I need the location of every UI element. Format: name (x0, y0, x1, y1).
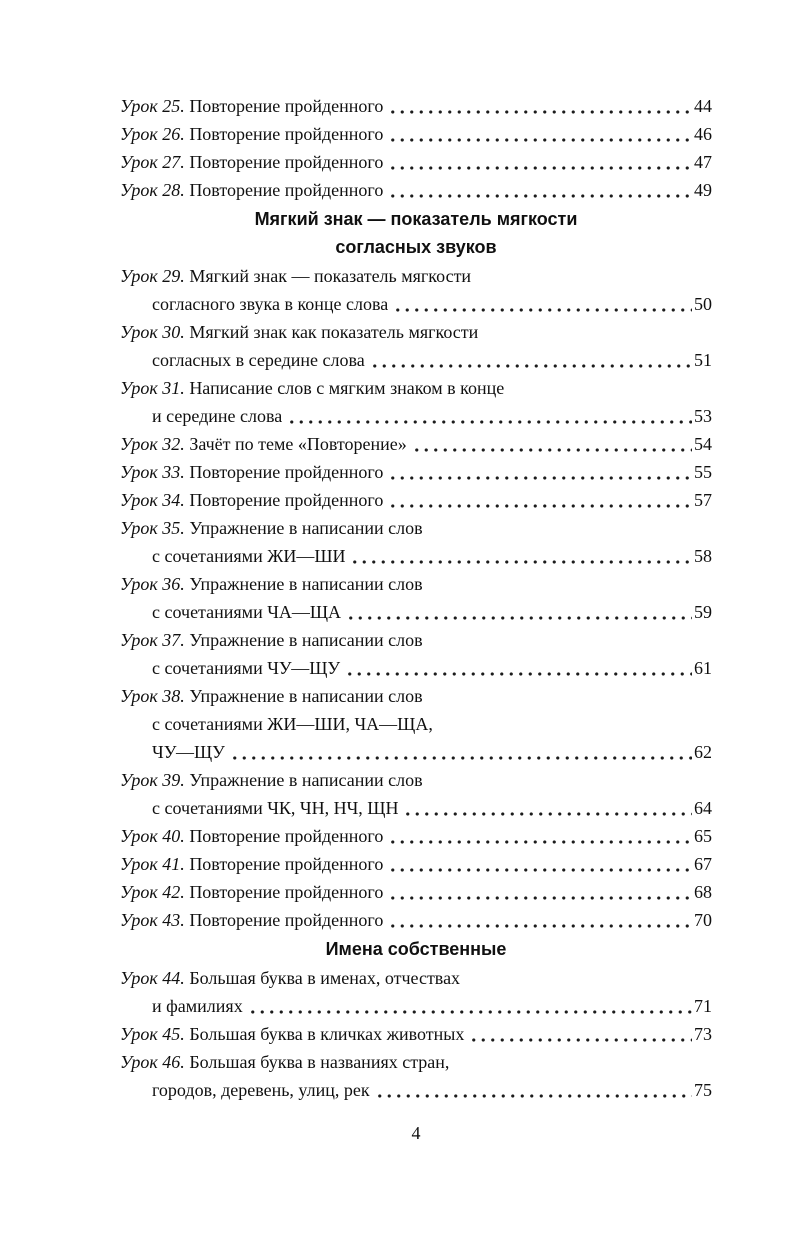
dot-leader (388, 839, 692, 845)
lesson-label: Урок 26. (120, 124, 190, 144)
entry-page-number: 64 (694, 798, 712, 818)
lesson-title: с сочетаниями ЧК, ЧН, НЧ, ЩН (152, 798, 399, 818)
entry-page-number: 62 (694, 742, 712, 762)
toc-entry (120, 486, 712, 514)
dot-leader (412, 447, 692, 453)
section-heading-line: согласных звуков (335, 237, 497, 257)
toc-entry (120, 626, 712, 682)
entry-page-number: 54 (694, 434, 712, 454)
lesson-label: Урок 39. (120, 770, 190, 790)
lesson-label: Урок 38. (120, 686, 190, 706)
section-heading-line: Мягкий знак — показатель мягкости (254, 209, 578, 229)
entry-page-number: 57 (694, 490, 712, 510)
toc-entry (120, 262, 712, 318)
toc-entry (120, 430, 712, 458)
toc-entry-line (120, 906, 712, 934)
toc-entry-line (120, 346, 712, 374)
entry-page-number: 68 (694, 882, 712, 902)
dot-leader (388, 475, 692, 481)
entry-page-number: 53 (694, 406, 712, 426)
toc-entry-line (120, 766, 712, 794)
toc-entry-line (120, 570, 712, 598)
dot-leader (393, 307, 692, 313)
toc-entry-line (120, 148, 712, 176)
dot-leader (388, 867, 692, 873)
toc-entry (120, 514, 712, 570)
entry-page-number: 67 (694, 854, 712, 874)
toc-entry (120, 766, 712, 822)
entry-page-number: 61 (694, 658, 712, 678)
toc-entry-line (120, 120, 712, 148)
entry-page-number: 73 (694, 1024, 712, 1044)
dot-leader (346, 615, 692, 621)
toc-entry-line (120, 1048, 712, 1076)
toc-entry-line (120, 682, 712, 710)
toc-entry-line (120, 1020, 712, 1048)
dot-leader (375, 1093, 692, 1099)
toc-entry (120, 1048, 712, 1104)
section-heading-line: Имена собственные (325, 939, 507, 959)
lesson-title: Большая буква в названиях стран, (189, 1052, 450, 1072)
dot-leader (469, 1037, 692, 1043)
section-heading (120, 205, 712, 261)
lesson-label: Урок 42. (120, 882, 190, 902)
section-heading (120, 935, 712, 963)
toc-entry-line (120, 598, 712, 626)
lesson-title: Повторение пройденного (189, 152, 384, 172)
toc-entry-line (120, 290, 712, 318)
toc-entry-line (120, 1076, 712, 1104)
toc-entry (120, 120, 712, 148)
lesson-title: Мягкий знак как показатель мягкости (189, 322, 479, 342)
toc-entry-line (120, 486, 712, 514)
lesson-title: Упражнение в написании слов (189, 630, 423, 650)
entry-page-number: 58 (694, 546, 712, 566)
lesson-title: Повторение пройденного (189, 882, 384, 902)
lesson-label: Урок 41. (120, 854, 190, 874)
toc-entry (120, 148, 712, 176)
lesson-title: согласных в середине слова (152, 350, 365, 370)
lesson-title: с сочетаниями ЧА—ЩА (152, 602, 342, 622)
toc-entry-line (120, 710, 712, 738)
dot-leader (388, 165, 692, 171)
lesson-title: Повторение пройденного (189, 124, 384, 144)
toc-entry-line (120, 626, 712, 654)
entry-page-number: 46 (694, 124, 712, 144)
toc-entry (120, 570, 712, 626)
lesson-title: Повторение пройденного (189, 490, 384, 510)
entry-page-number: 70 (694, 910, 712, 930)
toc-entry (120, 964, 712, 1020)
lesson-title: с сочетаниями ЧУ—ЩУ (152, 658, 341, 678)
lesson-title: Написание слов с мягким знаком в конце (189, 378, 505, 398)
entry-page-number: 47 (694, 152, 712, 172)
toc-entry (120, 374, 712, 430)
lesson-label: Урок 25. (120, 96, 190, 116)
lesson-title: Повторение пройденного (189, 462, 384, 482)
toc-entry (120, 176, 712, 204)
toc-entry (120, 458, 712, 486)
toc-entry-line (120, 402, 712, 430)
lesson-label: Урок 30. (120, 322, 190, 342)
toc-entry-line (120, 654, 712, 682)
table-of-contents (120, 92, 712, 1104)
lesson-title: городов, деревень, улиц, рек (152, 1080, 370, 1100)
toc-entry-line (120, 992, 712, 1020)
lesson-label: Урок 29. (120, 266, 190, 286)
entry-page-number: 55 (694, 462, 712, 482)
dot-leader (230, 755, 692, 761)
toc-entry (120, 878, 712, 906)
dot-leader (388, 503, 692, 509)
entry-page-number: 49 (694, 180, 712, 200)
entry-page-number: 65 (694, 826, 712, 846)
lesson-label: Урок 27. (120, 152, 190, 172)
toc-entry-line (120, 262, 712, 290)
toc-entry-line (120, 374, 712, 402)
lesson-title: Упражнение в написании слов (189, 574, 423, 594)
lesson-title: Повторение пройденного (189, 826, 384, 846)
toc-entry-line (120, 458, 712, 486)
entry-page-number: 51 (694, 350, 712, 370)
entry-page-number: 71 (694, 996, 712, 1016)
page-number: 4 (411, 1123, 421, 1143)
lesson-label: Урок 40. (120, 826, 190, 846)
lesson-label: Урок 46. (120, 1052, 190, 1072)
lesson-label: Урок 33. (120, 462, 190, 482)
lesson-label: Урок 37. (120, 630, 190, 650)
lesson-label: Урок 43. (120, 910, 190, 930)
toc-entry (120, 682, 712, 766)
lesson-title: с сочетаниями ЖИ—ШИ, ЧА—ЩА, (152, 714, 433, 734)
toc-entry-line (120, 738, 712, 766)
toc-entry-line (120, 514, 712, 542)
toc-entry (120, 906, 712, 934)
lesson-title: Упражнение в написании слов (189, 518, 423, 538)
toc-entry (120, 1020, 712, 1048)
toc-entry-line (120, 794, 712, 822)
lesson-title: Упражнение в написании слов (189, 770, 423, 790)
toc-entry-line (120, 878, 712, 906)
toc-entry (120, 822, 712, 850)
lesson-title: и середине слова (152, 406, 283, 426)
lesson-label: Урок 32. (120, 434, 190, 454)
dot-leader (388, 923, 692, 929)
lesson-label: Урок 34. (120, 490, 190, 510)
toc-entry-line (120, 430, 712, 458)
toc-entry-line (120, 822, 712, 850)
toc-entry-line (120, 542, 712, 570)
dot-leader (388, 109, 692, 115)
dot-leader (388, 895, 692, 901)
lesson-label: Урок 45. (120, 1024, 190, 1044)
lesson-label: Урок 44. (120, 968, 190, 988)
lesson-label: Урок 35. (120, 518, 190, 538)
dot-leader (248, 1009, 692, 1015)
lesson-title: Повторение пройденного (189, 180, 384, 200)
toc-entry-line (120, 964, 712, 992)
toc-entry-line (120, 92, 712, 120)
dot-leader (388, 193, 692, 199)
lesson-title: Повторение пройденного (189, 910, 384, 930)
dot-leader (287, 419, 692, 425)
toc-entry-line (120, 850, 712, 878)
toc-entry-line (120, 176, 712, 204)
dot-leader (370, 363, 692, 369)
lesson-title: Повторение пройденного (189, 96, 384, 116)
lesson-title: Зачёт по теме «Повторение» (189, 434, 407, 454)
lesson-label: Урок 28. (120, 180, 190, 200)
toc-entry-line (120, 318, 712, 346)
lesson-title: Повторение пройденного (189, 854, 384, 874)
toc-entry (120, 318, 712, 374)
lesson-title: Большая буква в именах, отчествах (189, 968, 461, 988)
lesson-title: Большая буква в кличках животных (189, 1024, 465, 1044)
entry-page-number: 59 (694, 602, 712, 622)
dot-leader (345, 671, 692, 677)
lesson-title: Мягкий знак — показатель мягкости (189, 266, 472, 286)
lesson-title: согласного звука в конце слова (152, 294, 389, 314)
lesson-label: Урок 31. (120, 378, 190, 398)
dot-leader (350, 559, 692, 565)
entry-page-number: 50 (694, 294, 712, 314)
toc-entry (120, 850, 712, 878)
lesson-title: с сочетаниями ЖИ—ШИ (152, 546, 346, 566)
toc-entry (120, 92, 712, 120)
lesson-title: Упражнение в написании слов (189, 686, 423, 706)
dot-leader (403, 811, 692, 817)
lesson-title: и фамилиях (152, 996, 243, 1016)
lesson-label: Урок 36. (120, 574, 190, 594)
entry-page-number: 44 (694, 96, 712, 116)
entry-page-number: 75 (694, 1080, 712, 1100)
dot-leader (388, 137, 692, 143)
lesson-title: ЧУ—ЩУ (152, 742, 225, 762)
